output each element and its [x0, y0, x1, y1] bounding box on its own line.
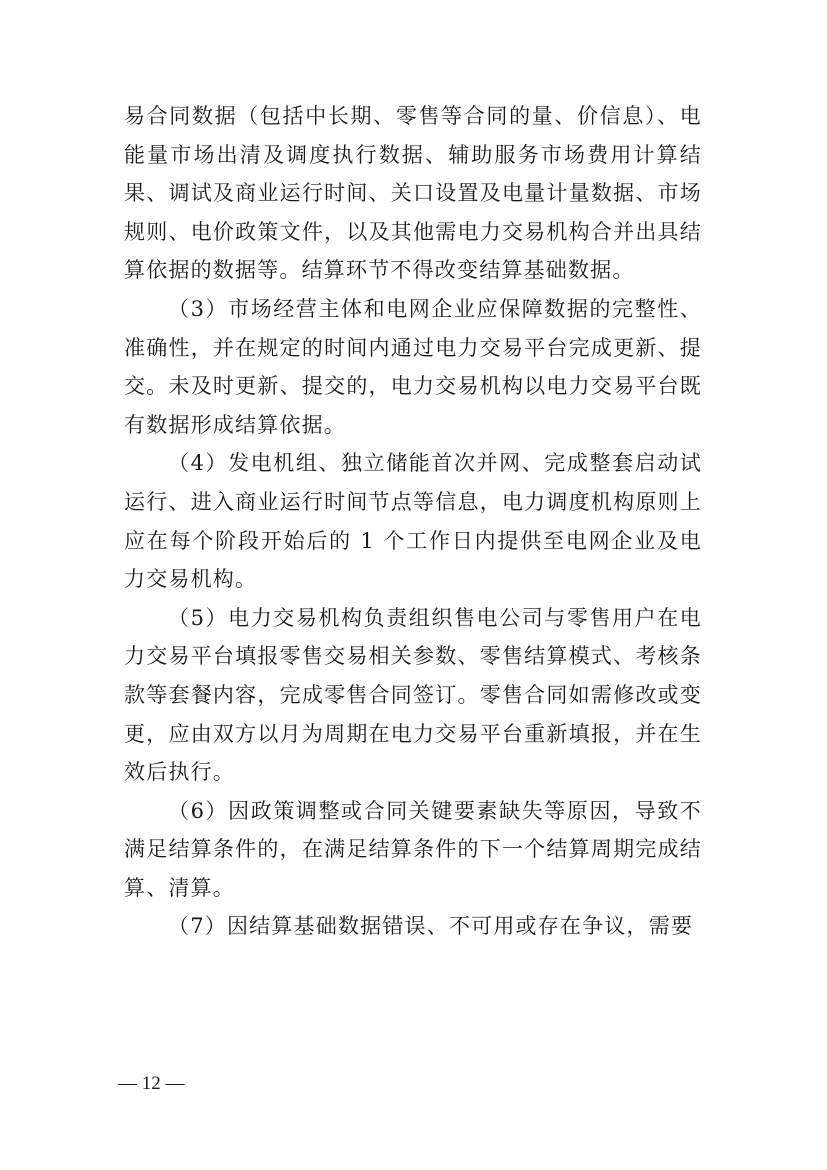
body-text [124, 97, 702, 946]
paragraph-item-6: （6）因政策调整或合同关键要素缺失等原因，导致不满足结算条件的，在满足结算条件的下一个结算周期完成结算、清算。 [124, 798, 702, 900]
paragraph-continuation: 易合同数据（包括中长期、零售等合同的量、价信息）、电能量市场出清及调度执行数据、辅助服务市场费用计算结果、调试及商业运行时间、关口设置及电量计量数据、市场规则、电价政策文件，以及其他需电力交易机构合并出具结算依据的数据等。结算环节不得改变结算基础数据。 [124, 104, 702, 283]
paragraph-item-5: （5）电力交易机构负责组织售电公司与零售用户在电力交易平台填报零售交易相关参数、零售结算模式、考核条款等套餐内容，完成零售合同签订。零售合同如需修改或变更，应由双方以月为周期在电力交易平台重新填报，并在生效后执行。 [124, 605, 702, 785]
paragraph-item-4: （4）发电机组、独立储能首次并网、完成整套启动试运行、进入商业运行时间节点等信息，电力调度机构原则上应在每个阶段开始后的 1 个工作日内提供至电网企业及电力交易机构。 [124, 451, 702, 592]
paragraph-item-3: （3）市场经营主体和电网企业应保障数据的完整性、准确性，并在规定的时间内通过电力交易平台完成更新、提交。未及时更新、提交的，电力交易机构以电力交易平台既有数据形成结算依据。 [124, 296, 702, 437]
paragraph-item-7: （7）因结算基础数据错误、不可用或存在争议，需要 [168, 914, 694, 939]
page-number: — 12 — [118, 1073, 185, 1094]
